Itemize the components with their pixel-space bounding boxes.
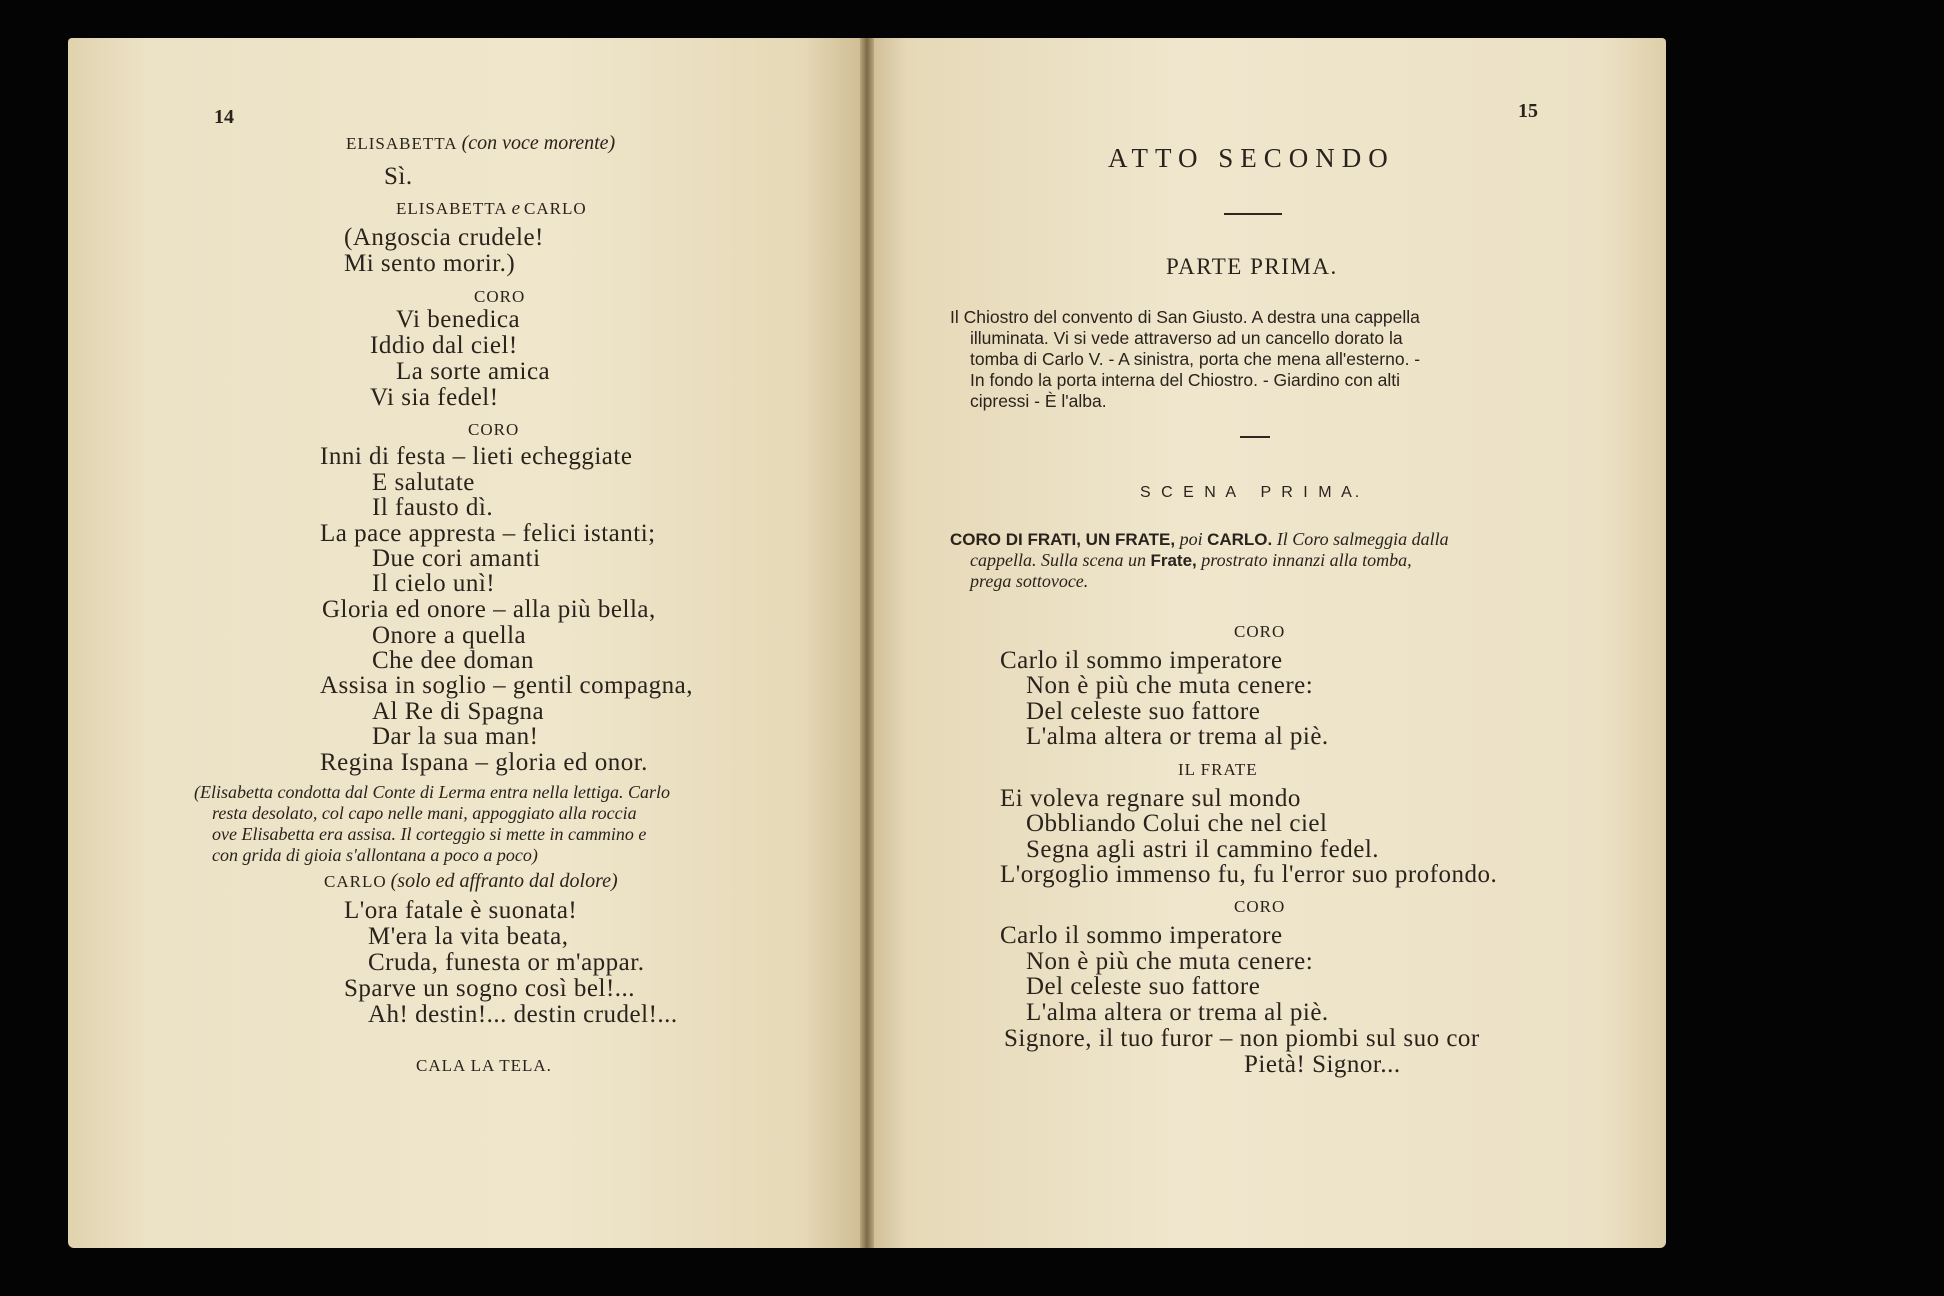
- scene-direction: cappella. Sulla scena un: [970, 550, 1146, 570]
- verse-line: Onore a quella: [372, 622, 527, 649]
- scene-title: S C E N A P R I M A.: [1140, 484, 1363, 501]
- verse-line: Cruda, funesta or m'appar.: [368, 949, 645, 976]
- verse-line: Obbliando Colui che nel ciel: [1026, 810, 1328, 837]
- verse-line: Assisa in soglio – gentil compagna,: [320, 672, 694, 699]
- verse-line: L'alma altera or trema al piè.: [1026, 723, 1329, 750]
- verse-line: (Angoscia crudele!: [344, 224, 544, 251]
- stage-direction: (con voce morente): [461, 132, 616, 154]
- scene-direction: Il Coro salmeggia dalla: [1276, 529, 1449, 549]
- setting-line: In fondo la porta interna del Chiostro. - Giardino con alti: [970, 370, 1400, 390]
- stage-direction-line: (Elisabetta condotta dal Conte di Lerma entra nella lettiga. Carlo: [194, 782, 670, 802]
- stage-direction-line: ove Elisabetta era assisa. Il corteggio si mette in cammino e: [212, 824, 647, 844]
- scene-heading-line: [970, 550, 1412, 571]
- verse-line: Ei voleva regnare sul mondo: [1000, 785, 1301, 812]
- scene-poi: poi: [1179, 529, 1203, 549]
- act-title: ATTO SECONDO: [1108, 143, 1395, 173]
- verse-line: Mi sento morir.): [344, 250, 516, 277]
- scene-heading-line: [950, 529, 1449, 550]
- verse-line: Del celeste suo fattore: [1026, 698, 1261, 725]
- verse-line: Che dee doman: [372, 647, 535, 674]
- verse-line: Pietà! Signor...: [1244, 1051, 1401, 1078]
- verse-line: E salutate: [372, 469, 475, 496]
- verse-line: Carlo il sommo imperatore: [1000, 647, 1283, 674]
- verse-line: Il fausto dì.: [372, 494, 494, 521]
- speaker-name: CARLO: [524, 199, 587, 218]
- book-spine: [860, 38, 874, 1248]
- verse-line: Del celeste suo fattore: [1026, 973, 1261, 1000]
- setting-line: tomba di Carlo V. - A sinistra, porta che mena all'esterno. -: [970, 349, 1421, 369]
- scene-direction: prega sottovoce.: [970, 571, 1089, 591]
- stage-direction-line: con grida di gioia s'allontana a poco a poco): [212, 845, 538, 865]
- verse-line: Due cori amanti: [372, 545, 541, 572]
- verse-line: Iddio dal ciel!: [370, 332, 518, 359]
- divider: [1240, 436, 1270, 438]
- verse-line: L'alma altera or trema al piè.: [1026, 999, 1329, 1026]
- verse-line: Carlo il sommo imperatore: [1000, 922, 1283, 949]
- conjunction: e: [511, 198, 521, 219]
- verse-line: L'orgoglio immenso fu, fu l'error suo profondo.: [1000, 861, 1498, 888]
- stage-direction-line: resta desolato, col capo nelle mani, appoggiato alla roccia: [212, 803, 637, 823]
- setting-line: illuminata. Vi si vede attraverso ad un cancello dorato la: [970, 328, 1403, 348]
- page-number: 14: [214, 106, 234, 128]
- verse-line: Segna agli astri il cammino fedel.: [1026, 836, 1380, 863]
- verse-line: Il cielo unì!: [372, 570, 496, 597]
- scene-frate: Frate,: [1150, 551, 1197, 570]
- verse-line: Al Re di Spagna: [372, 698, 545, 725]
- verse-line: Non è più che muta cenere:: [1026, 948, 1314, 975]
- verse-line: Gloria ed onore – alla più bella,: [322, 596, 656, 623]
- scene-direction: prostrato innanzi alla tomba,: [1201, 550, 1412, 570]
- speaker-name: ELISABETTA: [396, 199, 508, 218]
- speaker-name: CORO: [1234, 897, 1286, 916]
- setting-line: Il Chiostro del convento di San Giusto. A destra una cappella: [950, 307, 1420, 327]
- scene-characters: CORO DI FRATI, UN FRATE,: [950, 530, 1176, 549]
- page-number: 15: [1518, 100, 1538, 122]
- verse-line: Non è più che muta cenere:: [1026, 672, 1314, 699]
- speaker-line: [346, 132, 615, 155]
- verse-line: Vi benedica: [396, 306, 521, 333]
- scene-carlo: CARLO.: [1207, 530, 1273, 549]
- verse-line: Dar la sua man!: [372, 723, 539, 750]
- speaker-name: CORO: [1234, 622, 1286, 641]
- verse-line: Vi sia fedel!: [370, 384, 499, 411]
- verse-line: La sorte amica: [396, 358, 551, 385]
- speaker-name: CORO: [468, 420, 520, 439]
- speaker-line: [396, 198, 587, 220]
- verse-line: Sì.: [384, 163, 413, 190]
- speaker-name: CORO: [474, 287, 526, 306]
- setting-line: cipressi - È l'alba.: [970, 391, 1107, 411]
- verse-line: Inni di festa – lieti echeggiate: [320, 443, 633, 470]
- verse-line: Sparve un sogno così bel!...: [344, 975, 636, 1002]
- speaker-name: ELISABETTA: [346, 134, 458, 153]
- verse-line: La pace appresta – felici istanti;: [320, 520, 656, 547]
- verse-line: Ah! destin!... destin crudel!...: [368, 1001, 678, 1028]
- speaker-line: [324, 870, 618, 893]
- verse-line: Regina Ispana – gloria ed onor.: [320, 749, 648, 776]
- part-title: PARTE PRIMA.: [1166, 254, 1338, 279]
- stage-direction: (solo ed affranto dal dolore): [390, 870, 618, 892]
- speaker-name: IL FRATE: [1178, 760, 1258, 779]
- verse-line: Signore, il tuo furor – non piombi sul suo cor: [1004, 1025, 1480, 1052]
- speaker-name: CARLO: [324, 872, 387, 891]
- curtain-note: CALA LA TELA.: [416, 1056, 552, 1075]
- divider: [1224, 213, 1282, 215]
- verse-line: L'ora fatale è suonata!: [344, 897, 578, 924]
- verse-line: M'era la vita beata,: [368, 923, 569, 950]
